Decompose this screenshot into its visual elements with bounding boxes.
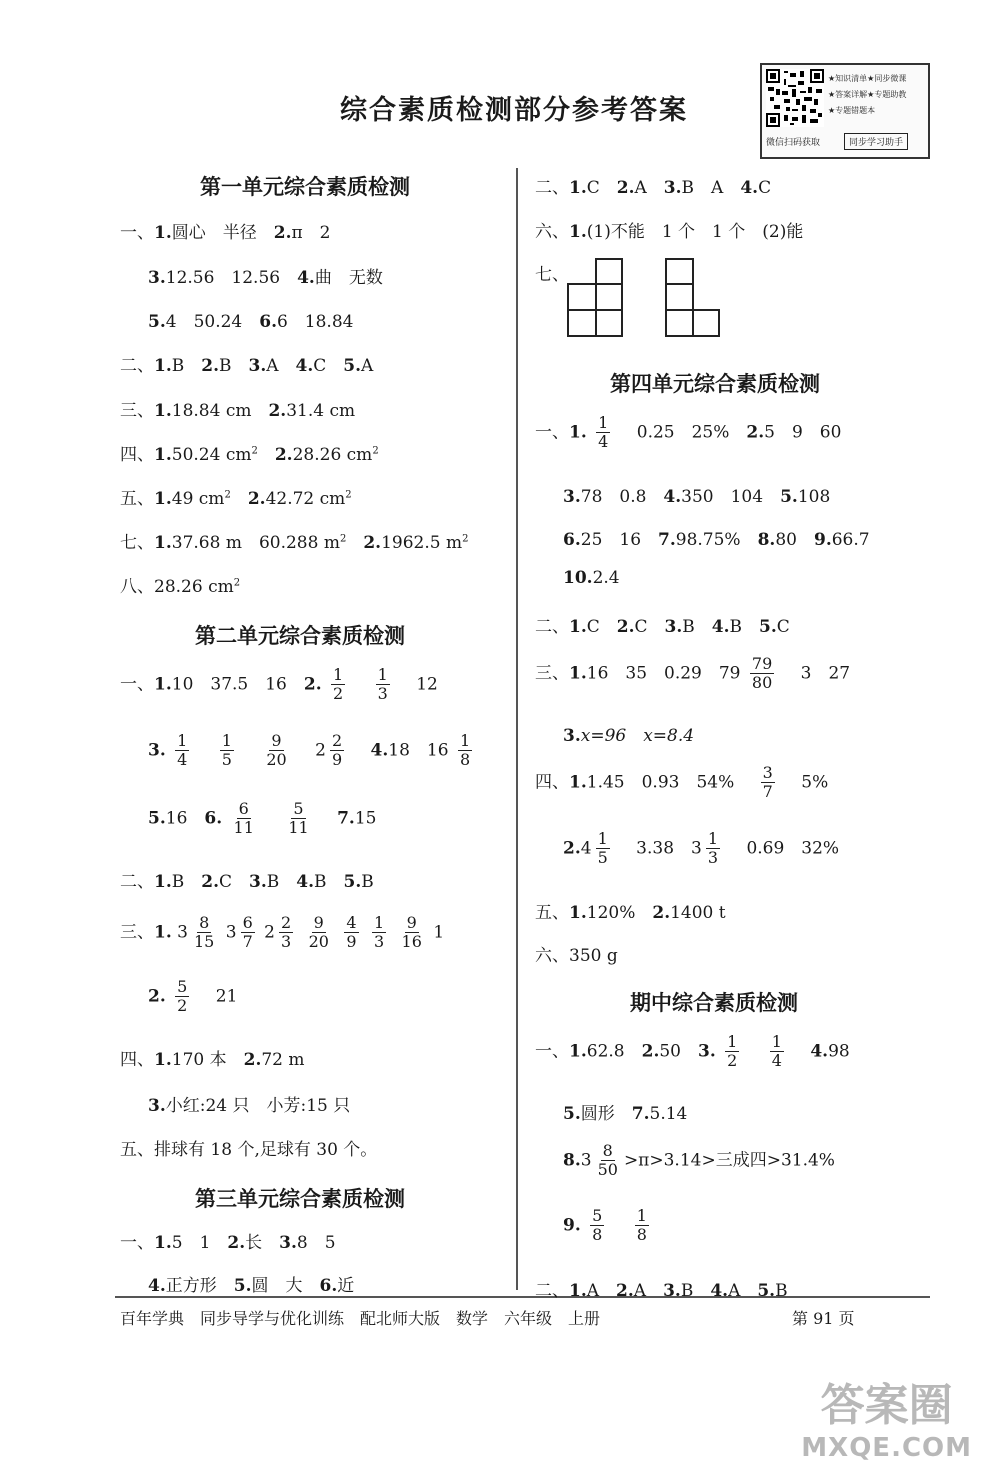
q-num: 3. [563, 487, 581, 507]
section-label: 四、 [120, 1050, 154, 1070]
answer: (1)不能 1 个 1 个 (2)能 [586, 222, 804, 242]
q-num: 3. [663, 1281, 681, 1301]
answer: 62.8 [586, 1041, 642, 1062]
unit1-row-3 [148, 307, 353, 332]
q-num: 4. [297, 268, 315, 288]
q-num: 2. [303, 674, 322, 695]
answer: 0.25 25% [636, 422, 747, 443]
answer: B [219, 356, 249, 376]
q-num: 3. [279, 1233, 297, 1253]
answer: 25 16 [580, 530, 659, 550]
answer: A [728, 1281, 758, 1301]
q-num: 3. [248, 356, 267, 376]
q-num: 3. [563, 726, 581, 746]
q-num: 1. [154, 1050, 172, 1070]
answer: 圆心 半径 [171, 223, 274, 243]
answer: 1 [433, 922, 445, 943]
answer: B [266, 872, 297, 892]
answer: B [171, 356, 202, 376]
q-num: 6. [259, 312, 277, 332]
q-num: 1. [154, 356, 172, 376]
answer: 31.4 cm [286, 401, 356, 421]
fraction: $\frac{1}{4}$ [598, 413, 609, 452]
q-num: 5. [148, 808, 166, 829]
q-num: 1. [154, 1233, 172, 1253]
answer: B [682, 617, 712, 637]
q-num: 3. [148, 1096, 166, 1116]
answer: 5% [801, 772, 829, 793]
q-num: 1. [154, 674, 172, 695]
q-num: 7. [631, 1104, 650, 1124]
section-label: 三、 [120, 922, 154, 943]
q-num: 1. [569, 422, 587, 443]
q-num: 2. [201, 356, 219, 376]
answer: 近 [337, 1276, 355, 1296]
superscript: 2 [339, 533, 347, 545]
section-label: 二、 [120, 872, 154, 892]
q-num: 8. [757, 530, 776, 550]
unit3-row-4 [535, 217, 803, 242]
unit2-row-7 [120, 1045, 305, 1070]
superscript: 2 [224, 489, 231, 501]
q-num: 3. [664, 617, 683, 637]
answer: 12.56 12.56 [165, 268, 298, 288]
q-num: 2. [247, 489, 266, 509]
unit2-heading: 第二单元综合素质检测 [195, 624, 405, 648]
watermark-logo: 答案圈 MXQE.COM [801, 1380, 972, 1463]
answer: 108 [797, 487, 831, 507]
answer: 5.14 [649, 1104, 688, 1124]
q-num: 2. [273, 223, 292, 243]
answer: 排球有 18 个,足球有 30 个。 [154, 1140, 378, 1160]
answer: 8 5 [296, 1233, 336, 1253]
answer: 49 cm [171, 489, 225, 509]
unit2-row-1 [120, 666, 438, 704]
section-label: 一、 [535, 422, 569, 443]
answer: B [361, 872, 374, 892]
qr-text-1: ★知识清单★同步微课 [828, 74, 907, 83]
answer: 4 50.24 [165, 312, 260, 332]
q-num: 10. [563, 568, 593, 588]
answer: C [776, 617, 790, 637]
unit1-row-4 [120, 351, 373, 376]
answer: A [266, 356, 296, 376]
section-label: 二、 [535, 617, 569, 637]
section-label: 六、 [535, 222, 569, 242]
midterm-row-3: 8.3 $\frac{8}{50}$ >π>3.14>三成四>31.4% [563, 1141, 835, 1180]
q-num: 2. [746, 422, 765, 443]
fraction: $\frac{9}{20}$ [308, 913, 329, 952]
footer-divider [115, 1296, 930, 1298]
answer: B [171, 872, 202, 892]
answer: 78 0.8 [580, 487, 664, 507]
section-label: 一、 [120, 1233, 154, 1253]
q-num: 1. [154, 401, 172, 421]
superscript: 2 [372, 445, 379, 457]
section-label: 六、 [535, 946, 569, 966]
q-num: 4. [148, 1276, 166, 1296]
section-label: 二、 [535, 178, 569, 198]
fraction: $\frac{5}{11}$ [288, 799, 309, 838]
answer: 16 [165, 808, 205, 829]
answer: B [729, 617, 760, 637]
unit4-row-11 [535, 941, 618, 966]
section-label: 二、 [535, 1281, 569, 1301]
section-label: 五、 [120, 1140, 154, 1160]
answer: 42.72 cm [265, 489, 346, 509]
unit1-row-1 [120, 218, 331, 243]
q-num: 1. [154, 223, 172, 243]
answer: 12 [416, 674, 438, 695]
q-num: 5. [343, 872, 362, 892]
answer: A [586, 1281, 617, 1301]
fraction: $\frac{1}{4}$ [177, 731, 188, 770]
midterm-row-4 [563, 1207, 653, 1245]
q-num: 2. [616, 617, 635, 637]
q-num: 1. [569, 617, 587, 637]
q-num: 5. [759, 617, 777, 637]
section-label: 三、 [535, 663, 569, 684]
answer: 6 18.84 [276, 312, 354, 332]
fraction: $\frac{5}{8}$ [592, 1206, 603, 1245]
q-num: 8. [563, 1150, 581, 1171]
answer: 2.4 [592, 568, 620, 588]
unit4-row-4 [563, 568, 620, 588]
answer: B [775, 1281, 788, 1301]
whole: 2 [315, 740, 326, 761]
q-num: 4. [711, 617, 730, 637]
answer: 5 9 60 [764, 422, 842, 443]
answer: 21 [215, 986, 238, 1007]
unit4-row-2 [563, 482, 830, 507]
fraction: $\frac{8}{15}$ [193, 913, 215, 952]
superscript: 2 [251, 445, 258, 457]
q-num: 1. [154, 872, 172, 892]
unit2-row-2 [148, 732, 476, 770]
qr-text-4: 微信扫码获取 [766, 138, 821, 148]
answer: 98 [828, 1041, 850, 1062]
q-num: 1. [569, 663, 587, 684]
answer: 1.45 0.93 54% [586, 772, 735, 793]
section-label: 五、 [535, 903, 569, 923]
unit1-row-2 [148, 263, 383, 288]
section-label: 七、 [535, 265, 569, 285]
q-num: 2. [616, 178, 635, 198]
page-title: 综合素质检测部分参考答案 [340, 95, 688, 126]
answer: C [313, 356, 344, 376]
qr-code-box[interactable] [760, 63, 930, 159]
answer: B [680, 1281, 711, 1301]
unit1-row-6 [120, 440, 379, 465]
q-num: 1. [569, 1281, 587, 1301]
q-num: 5. [563, 1104, 581, 1124]
unit4-row-8 [535, 764, 828, 802]
q-num: 5. [757, 1281, 776, 1301]
section-label: 四、 [535, 772, 569, 793]
column-divider [516, 168, 518, 1290]
q-num: 6. [563, 530, 581, 550]
answer: 28.26 cm [292, 445, 373, 465]
section-label: 一、 [535, 1041, 569, 1062]
midterm-row-2 [563, 1099, 687, 1124]
answer: 98.75% [675, 530, 758, 550]
answer: 10 37.5 16 [171, 674, 304, 695]
q-num: 4. [370, 740, 389, 761]
answer: 170 本 [171, 1050, 244, 1070]
q-num: 2. [268, 401, 287, 421]
unit1-row-9 [120, 572, 240, 597]
fraction: $\frac{1}{3}$ [373, 913, 385, 952]
fraction: $\frac{1}{2}$ [727, 1032, 738, 1071]
q-num: 1. [569, 772, 587, 793]
answer: A [634, 178, 664, 198]
answer: >π>3.14>三成四>31.4% [623, 1150, 835, 1171]
unit4-row-6 [535, 655, 850, 693]
fraction: $\frac{1}{8}$ [459, 731, 471, 770]
q-num: 3. [249, 872, 267, 892]
q-num: 4. [710, 1281, 729, 1301]
unit4-row-3 [563, 525, 870, 550]
answer: 50 [659, 1041, 698, 1062]
q-num: 6. [204, 808, 223, 829]
q-num: 1. [154, 445, 172, 465]
answer: 350 g [569, 946, 618, 966]
q-num: 2. [616, 1281, 634, 1301]
answer: 120% [586, 903, 653, 923]
q-num: 5. [233, 1276, 252, 1296]
unit3-row-3 [535, 173, 771, 198]
unit2-row-4 [120, 867, 374, 892]
unit1-row-5 [120, 396, 355, 421]
qr-text-2: ★答案详解★专题助教 [828, 90, 907, 99]
section-label: 七、 [120, 533, 154, 553]
q-num: 1. [569, 903, 587, 923]
unit4-row-9: 2.4 $\frac{1}{5}$ 3.38 3 $\frac{1}{3}$ 0.69 32% [563, 829, 840, 868]
fraction: $\frac{2}{9}$ [331, 731, 343, 770]
superscript: 2 [345, 489, 352, 501]
unit1-row-8 [120, 528, 468, 553]
answer: C [219, 872, 250, 892]
answer: 28.26 cm [154, 577, 234, 597]
fraction: $\frac{5}{2}$ [177, 977, 188, 1016]
qr-text-3: ★专题错题本 [828, 106, 876, 115]
qr-badge: 同步学习助手 [844, 133, 908, 150]
fraction: $\frac{1}{2}$ [333, 665, 344, 704]
q-num: 1. [569, 1041, 587, 1062]
q-num: 9. [563, 1215, 581, 1236]
q-num: 1. [154, 533, 172, 553]
q-num: 2. [201, 872, 219, 892]
unit2-row-5: 三、1. 3 $\frac{8}{15}$ 3 $\frac{6}{7}$ 2 $\frac{2}{3}$ $\frac{9}{20}$ $\frac{4}{9}$ $\frac{1}{3}$ $\frac{9}{16}$ 1 [120, 913, 445, 952]
answer: 72 m [261, 1050, 305, 1070]
q-num: 3. [148, 268, 166, 288]
unit4-heading: 第四单元综合素质检测 [610, 372, 820, 396]
unit1-heading: 第一单元综合素质检测 [200, 175, 410, 199]
q-num: 5. [148, 312, 166, 332]
qr-code-icon [766, 69, 824, 127]
unit3-heading: 第三单元综合素质检测 [195, 1187, 405, 1211]
fraction: $\frac{1}{3}$ [377, 665, 388, 704]
answer: 66.7 [831, 530, 870, 550]
q-num: 5. [780, 487, 798, 507]
q-num: 1. [154, 489, 172, 509]
footer-book-info: 百年学典 同步导学与优化训练 配北师大版 数学 六年级 上册 [120, 1309, 601, 1328]
q-num: 3. [148, 740, 166, 761]
answer: C [586, 617, 617, 637]
q-num: 1. [154, 922, 172, 943]
section-label: 一、 [120, 223, 154, 243]
fraction: $\frac{4}{9}$ [346, 913, 357, 952]
q-num: 6. [319, 1276, 338, 1296]
answer: A [633, 1281, 664, 1301]
q-num: 2. [274, 445, 293, 465]
answer: 350 104 [681, 487, 781, 507]
unit2-row-3 [148, 800, 376, 838]
answer: 小红:24 只 小芳:15 只 [165, 1096, 351, 1116]
answer: 50.24 cm [171, 445, 252, 465]
answer: 18.84 cm [171, 401, 269, 421]
unit3-row-1 [120, 1228, 336, 1253]
section-label: 四、 [120, 445, 154, 465]
q-num: 4. [296, 872, 315, 892]
answer: A [361, 356, 374, 376]
unit4-row-7 [563, 721, 694, 746]
fraction: $\frac{6}{7}$ [242, 913, 253, 952]
unit2-row-9 [120, 1135, 377, 1160]
q-num: 1. [569, 178, 587, 198]
answer: 正方形 [165, 1276, 234, 1296]
answer: C [634, 617, 665, 637]
answer: 0.69 32% [746, 838, 840, 859]
answer: x=96 x=8.4 [580, 726, 695, 746]
q-num: 1. [569, 222, 587, 242]
answer: C [758, 178, 772, 198]
answer: π 2 [291, 223, 331, 243]
answer: B [314, 872, 344, 892]
answer: 15 [354, 808, 377, 829]
q-num: 2. [652, 903, 671, 923]
unit2-row-8 [148, 1091, 350, 1116]
q-num: 2. [363, 533, 382, 553]
fraction: $\frac{1}{4}$ [771, 1032, 782, 1071]
q-num: 2. [641, 1041, 660, 1062]
fraction: $\frac{1}{5}$ [221, 731, 232, 770]
answer: 16 35 0.29 79 [586, 663, 741, 684]
answer: 80 [775, 530, 814, 550]
q-num: 3. [698, 1041, 716, 1062]
q-num: 7. [337, 808, 355, 829]
unit2-row-6 [148, 978, 237, 1016]
answer: 37.68 m 60.288 m [171, 533, 340, 553]
q-num: 4. [663, 487, 682, 507]
fraction: $\frac{8}{50}$ [597, 1141, 618, 1180]
answer: 3.38 3 [636, 838, 702, 859]
midterm-row-5 [535, 1276, 788, 1301]
answer: 5 1 [171, 1233, 228, 1253]
midterm-heading: 期中综合素质检测 [630, 991, 798, 1015]
unit3-row-2 [148, 1271, 354, 1296]
footer-page-number: 第 91 页 [792, 1309, 855, 1328]
q-num: 2. [563, 838, 581, 859]
superscript: 2 [233, 577, 241, 589]
unit1-row-7 [120, 484, 352, 509]
q-num: 9. [813, 530, 832, 550]
answer: 3 27 [800, 663, 851, 684]
unit4-row-10 [535, 898, 726, 923]
answer: 长 [245, 1233, 280, 1253]
midterm-row-1 [535, 1033, 850, 1071]
q-num: 4. [740, 178, 759, 198]
unit4-row-1 [535, 414, 841, 452]
answer: C [586, 178, 617, 198]
fraction: $\frac{1}{3}$ [707, 829, 719, 868]
answer: 曲 无数 [314, 268, 383, 288]
fraction: $\frac{9}{16}$ [401, 913, 422, 952]
answer: 1962.5 m [381, 533, 463, 553]
q-num: 4. [810, 1041, 829, 1062]
section-label: 五、 [120, 489, 154, 509]
fraction: $\frac{3}{7}$ [762, 763, 773, 802]
section-label: 三、 [120, 401, 154, 421]
fraction: $\frac{1}{8}$ [636, 1206, 647, 1245]
fraction: $\frac{79}{80}$ [751, 654, 773, 693]
section-label: 八、 [120, 577, 154, 597]
q-num: 5. [343, 356, 362, 376]
fraction: $\frac{9}{20}$ [266, 731, 287, 770]
answer: 18 16 [388, 740, 449, 761]
fraction: $\frac{2}{3}$ [281, 913, 292, 952]
answer: B A [681, 178, 741, 198]
fraction: $\frac{1}{5}$ [597, 829, 608, 868]
unit3-row-5 [535, 260, 569, 285]
unit4-row-5 [535, 612, 790, 637]
q-num: 4. [295, 356, 314, 376]
q-num: 2. [148, 986, 166, 1007]
section-label: 一、 [120, 674, 154, 695]
q-num: 7. [658, 530, 676, 550]
q-num: 2. [243, 1050, 262, 1070]
superscript: 2 [462, 533, 469, 545]
answer: 1400 t [670, 903, 726, 923]
section-label: 二、 [120, 356, 154, 376]
answer: 圆形 [580, 1104, 632, 1124]
q-num: 3. [663, 178, 682, 198]
answer: 圆 大 [251, 1276, 320, 1296]
fraction: $\frac{6}{11}$ [233, 799, 254, 838]
q-num: 2. [227, 1233, 246, 1253]
